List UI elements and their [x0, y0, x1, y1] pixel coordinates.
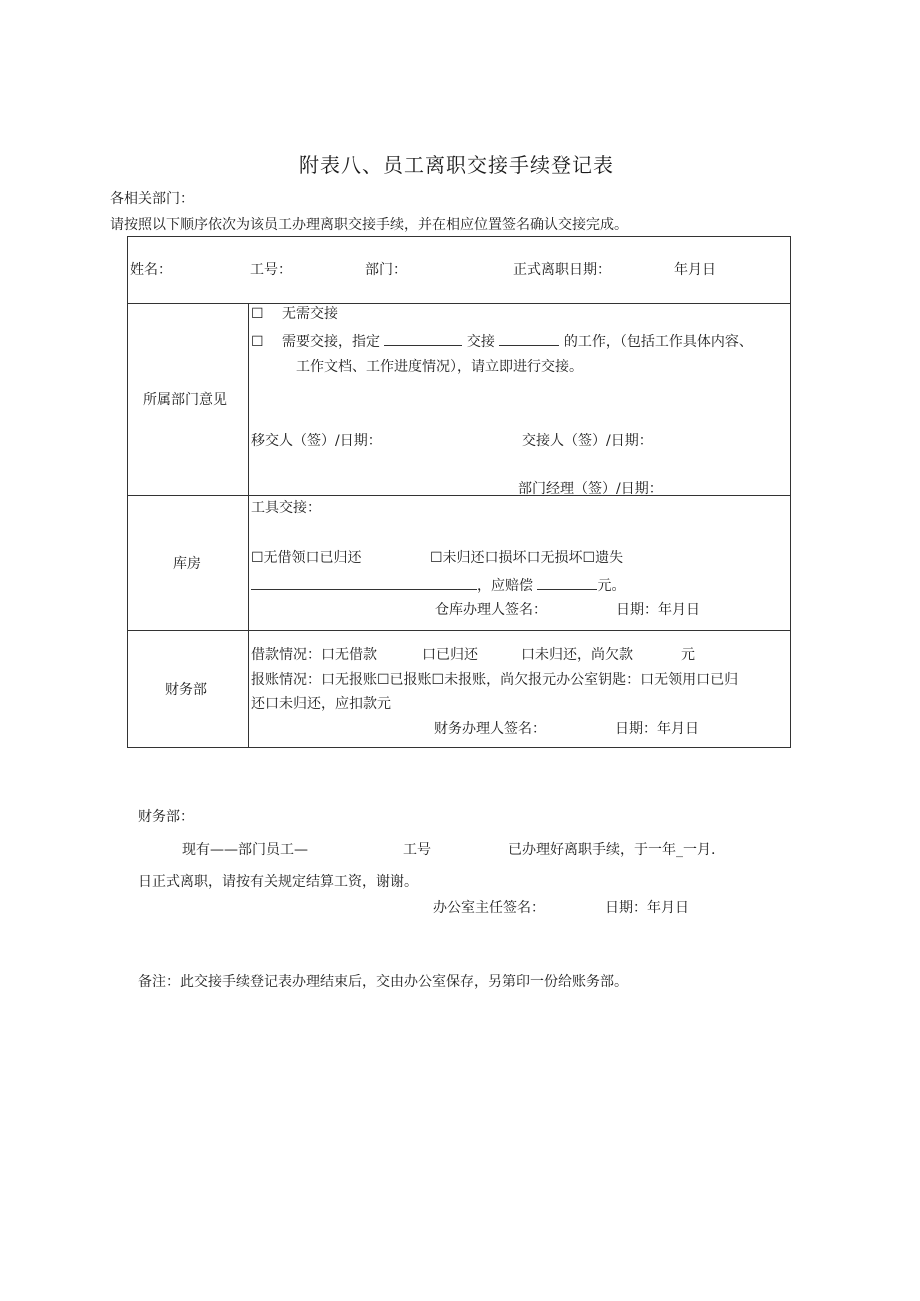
tools-status-options[interactable]: ☐未归还口损坏口无损坏☐遗失	[430, 550, 624, 566]
name-label: 姓名：	[130, 262, 172, 278]
column-divider	[248, 303, 249, 748]
transferor-signature: 移交人（签）/日期：	[251, 433, 382, 449]
finance-handler-signature: 财务办理人签名：	[434, 721, 546, 737]
office-date: 日期：年月日	[605, 900, 689, 916]
notice-recipient: 财务部：	[138, 809, 194, 825]
warehouse-handler-signature: 仓库办理人签名：	[435, 602, 547, 618]
remark-text: 备注：此交接手续登记表办理结束后，交由办公室保存，另第印一份给账务部。	[138, 974, 628, 990]
loan-returned-option[interactable]: 口已归还	[422, 647, 478, 663]
compensation-prefix: ，应赔偿	[477, 578, 533, 594]
notice-line1-b: 工号	[403, 842, 431, 858]
row-divider	[127, 495, 791, 496]
notice-line2: 日正式离职，请按有关规定结算工资，谢谢。	[138, 874, 418, 890]
handover-option[interactable]	[251, 333, 753, 349]
employee-id-label: 工号：	[250, 262, 292, 278]
reimbursement-line-2[interactable]: 还口未归还，应扣款元	[251, 696, 391, 712]
handover-person-blank[interactable]	[384, 333, 462, 346]
tools-return-options[interactable]: ☐无借领口已归还	[251, 550, 362, 566]
reimbursement-line[interactable]: 报账情况：口无报账☐已报账☐未报账，尚欠报元办公室钥匙：口无领用口已归	[251, 672, 739, 688]
handover-option-prefix: ☐ 需要交接，指定	[251, 334, 381, 350]
no-handover-option[interactable]: ☐ 无需交接	[251, 306, 339, 322]
notice-line1-a: 现有——部门员工—	[182, 842, 308, 858]
row-divider	[127, 630, 791, 631]
handover-target-blank[interactable]	[499, 333, 559, 346]
notice-line1-c: 已办理好离职手续，于一年_一月.	[508, 842, 716, 858]
handover-option-mid: 交接	[466, 334, 495, 350]
finance-date: 日期：年月日	[615, 721, 699, 737]
department-section-label: 所属部门意见	[143, 392, 227, 408]
loan-unit: 元	[681, 647, 695, 663]
receiver-signature: 交接人（签）/日期：	[522, 433, 653, 449]
handover-option-line2: 工作文档、工作进度情况），请立即进行交接。	[296, 359, 583, 375]
lost-item-blank[interactable]	[251, 577, 477, 590]
loan-status-label[interactable]: 借款情况：口无借款	[251, 647, 377, 663]
resign-date-label: 正式离职日期：	[513, 262, 611, 278]
compensation-line	[251, 577, 625, 593]
handover-option-suffix: 的工作，（包括工作具体内容、	[563, 334, 753, 350]
page-title: 附表八、员工离职交接手续登记表	[299, 153, 614, 177]
warehouse-date: 日期：年月日	[616, 602, 700, 618]
department-label: 部门：	[365, 262, 407, 278]
compensation-suffix: 元。	[597, 578, 626, 594]
loan-unreturned-option[interactable]: 口未归还，尚欠款	[521, 647, 633, 663]
row-divider	[127, 303, 791, 304]
tools-label: 工具交接：	[251, 500, 321, 516]
office-director-signature: 办公室主任签名：	[433, 900, 545, 916]
instruction-text: 请按照以下顺序依次为该员工办理离职交接手续，并在相应位置签名确认交接完成。	[110, 217, 628, 233]
compensation-amount-blank[interactable]	[537, 577, 597, 590]
finance-section-label: 财务部	[165, 682, 207, 698]
resign-date-value: 年月日	[674, 262, 716, 278]
manager-signature: 部门经理（签）/日期：	[518, 481, 663, 497]
salutation: 各相关部门：	[110, 191, 194, 207]
warehouse-section-label: 库房	[173, 556, 201, 572]
